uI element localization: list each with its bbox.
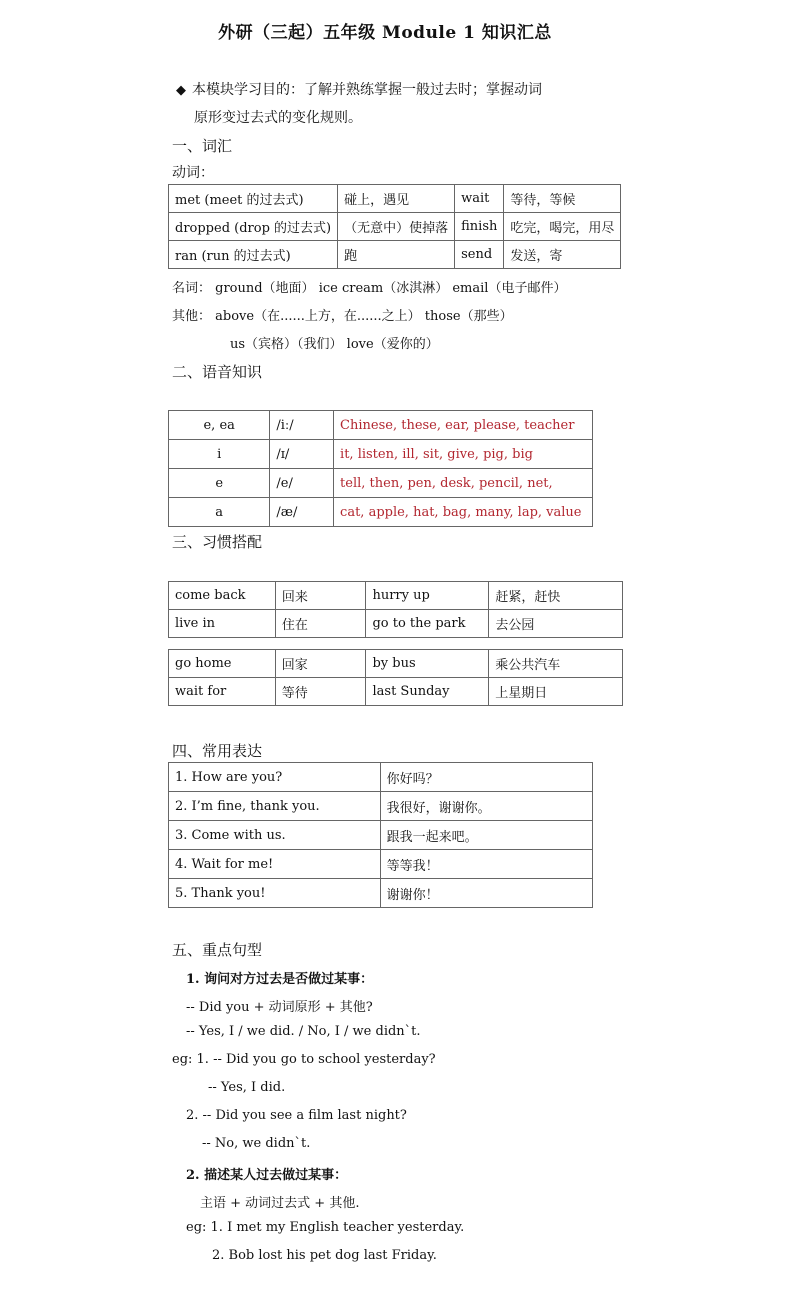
table-row: ran (run 的过去式) 跑 send 发送，寄 (169, 241, 621, 269)
table-row: live in 住在 go to the park 去公园 (169, 610, 623, 638)
example-1: eg: 1. -- Did you go to school yesterday? (172, 1052, 436, 1067)
section-heading-patterns: 五、重点句型 (172, 941, 263, 959)
diamond-bullet-icon: ◆ (176, 83, 186, 98)
pattern-2-title: 2. 描述某人过去做过某事： (186, 1168, 348, 1183)
phonics-table (168, 410, 593, 527)
table-row: met (meet 的过去式) 碰上，遇见 wait 等待，等候 (169, 185, 621, 213)
objective-line-1: ◆ 本模块学习目的：了解并熟练掌握一般过去时；掌握动词 (176, 82, 542, 98)
section-heading-phrases: 三、习惯搭配 (172, 533, 263, 551)
section-heading-vocab: 一、词汇 (172, 137, 233, 155)
table-row: go home 回家 by bus 乘公共汽车 (169, 650, 623, 678)
section-heading-phonics: 二、语音知识 (172, 363, 263, 381)
table-row: 5. Thank you! 谢谢你！ (169, 879, 593, 908)
example-1-answer: -- Yes, I did. (208, 1080, 286, 1095)
table-row: 4. Wait for me! 等等我！ (169, 850, 593, 879)
document-title: 外研（三起）五年级 Module 1 知识汇总 (218, 23, 552, 43)
others-line-1: 其他： above（在......上方，在......之上） those（那些） (172, 309, 513, 324)
table-row: come back 回来 hurry up 赶紧，赶快 (169, 582, 623, 610)
verbs-label: 动词： (172, 165, 214, 181)
table-row: i /ɪ/ it, listen, ill, sit, give, pig, big (169, 440, 593, 469)
phrases-table-2 (168, 649, 623, 706)
table-row: 1. How are you? 你好吗？ (169, 763, 593, 792)
table-row: dropped (drop 的过去式) （无意中）使掉落 finish 吃完，喝完，用尽 (169, 213, 621, 241)
objective-line-2: 原形变过去式的变化规则。 (194, 110, 362, 126)
table-row: e /e/ tell, then, pen, desk, pencil, net, (169, 469, 593, 498)
example-4: 2. Bob lost his pet dog last Friday. (212, 1248, 437, 1263)
nouns-line: 名词： ground（地面） ice cream（冰淇淋） email（电子邮件） (172, 281, 567, 296)
table-row: 3. Come with us. 跟我一起来吧。 (169, 821, 593, 850)
expressions-table (168, 762, 593, 908)
pattern-1-answers: -- Yes, I / we did. / No, I / we didn`t. (186, 1024, 421, 1039)
example-2-answer: -- No, we didn`t. (202, 1136, 311, 1151)
table-row: wait for 等待 last Sunday 上星期日 (169, 678, 623, 706)
example-3: eg: 1. I met my English teacher yesterday. (186, 1220, 465, 1235)
pattern-1-structure: -- Did you + 动词原形 + 其他? (186, 1000, 373, 1015)
pattern-1-title: 1. 询问对方过去是否做过某事： (186, 972, 374, 987)
pattern-2-structure: 主语 + 动词过去式 + 其他. (200, 1196, 360, 1211)
section-heading-expressions: 四、常用表达 (172, 742, 263, 760)
verbs-table (168, 184, 621, 269)
phrases-table-1 (168, 581, 623, 638)
example-2: 2. -- Did you see a film last night? (186, 1108, 407, 1123)
table-row: a /æ/ cat, apple, hat, bag, many, lap, value (169, 498, 593, 527)
table-row: e, ea /iː/ Chinese, these, ear, please, teacher (169, 411, 593, 440)
others-line-2: us（宾格）（我们） love（爱你的） (230, 337, 439, 352)
table-row: 2. I’m fine, thank you. 我很好，谢谢你。 (169, 792, 593, 821)
